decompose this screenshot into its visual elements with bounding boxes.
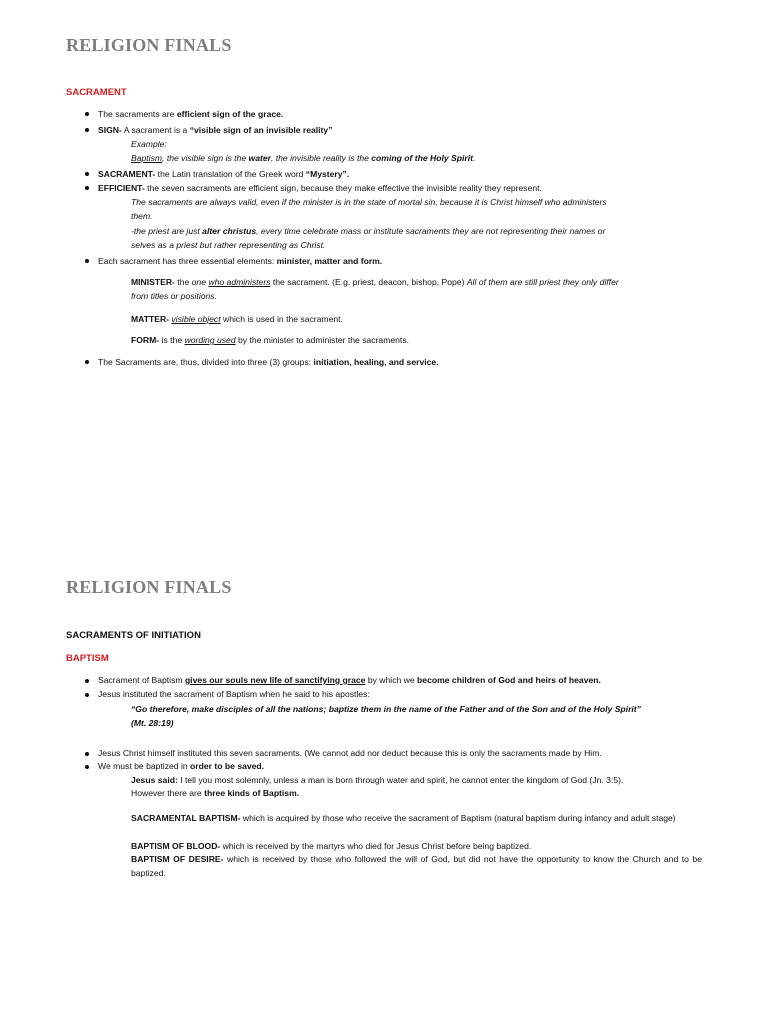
bullet-icon bbox=[85, 259, 89, 263]
bullet-icon bbox=[85, 765, 89, 769]
efficient-note-line: The sacraments are always valid, even if the minister is in the state of mortal sin, because it is Christ himself who administers bbox=[131, 197, 607, 207]
sacramental-baptism-definition: SACRAMENTAL BAPTISM- which is acquired by those who receive the sacrament of Baptism (natural baptism during infancy and adult stage) bbox=[131, 813, 676, 823]
scripture-quote: “Go therefore, make disciples of all the nations; baptize them in the name of the Father and of the Son and of the Holy Spirit” bbox=[131, 704, 641, 714]
sacrament-heading: SACRAMENT bbox=[66, 87, 127, 98]
list-item: EFFICIENT- the seven sacraments are efficient sign, because they make effective the invisible reality they represent. bbox=[98, 183, 542, 193]
example-label: Example: bbox=[131, 139, 167, 149]
bullet-icon bbox=[85, 112, 89, 116]
list-item: The sacraments are efficient sign of the grace. bbox=[98, 109, 284, 119]
page-section-2 bbox=[0, 540, 768, 1024]
list-item: We must be baptized in order to be saved. bbox=[98, 761, 265, 771]
bullet-icon bbox=[85, 186, 89, 190]
list-item: SIGN- A sacrament is a “visible sign of an invisible reality” bbox=[98, 125, 333, 135]
page-title: RELIGION FINALS bbox=[66, 577, 232, 597]
jesus-said: Jesus said: I tell you most solemnly, unless a man is born through water and spirit, he cannot enter the kingdom of God (Jn. 3:5). bbox=[131, 775, 624, 785]
bullet-icon bbox=[85, 679, 89, 683]
list-item: Jesus Christ himself instituted this seven sacraments. (We cannot add nor deduct because this is only the sacraments made by Him. bbox=[98, 748, 602, 758]
efficient-note-line: them. bbox=[131, 211, 153, 221]
list-item: Sacrament of Baptism gives our souls new life of sanctifying grace by which we become children of God and heirs of heaven. bbox=[98, 675, 601, 685]
page-title: RELIGION FINALS bbox=[66, 35, 232, 55]
efficient-note-line: selves as a priest but rather representing as Christ. bbox=[131, 240, 326, 250]
list-item: Each sacrament has three essential elements: minister, matter and form. bbox=[98, 256, 383, 266]
list-item: SACRAMENT- the Latin translation of the Greek word “Mystery”. bbox=[98, 169, 350, 179]
baptism-heading: BAPTISM bbox=[66, 653, 109, 664]
bullet-icon bbox=[85, 172, 89, 176]
form-definition: FORM- is the wording used by the minister to administer the sacraments. bbox=[131, 335, 410, 345]
minister-definition-line2: from titles or positions. bbox=[131, 291, 217, 301]
bullet-icon bbox=[85, 128, 89, 132]
baptism-kinds-intro: However there are three kinds of Baptism. bbox=[131, 788, 300, 798]
baptism-of-desire-definition: BAPTISM OF DESIRE- which is received by those who followed the will of God, but did not have the opportunity to know the Church and to be baptized. bbox=[131, 854, 702, 878]
minister-definition: MINISTER- the one who administers the sacrament. (E.g. priest, deacon, bishop, Pope) All of them are still priest they only differ bbox=[131, 277, 619, 287]
bullet-icon bbox=[85, 752, 89, 756]
scripture-reference: (Mt. 28:19) bbox=[131, 718, 174, 728]
matter-definition: MATTER- visible object which is used in the sacrament. bbox=[131, 314, 343, 324]
example-text: Baptism, the visible sign is the water, the invisible reality is the coming of the Holy Spirit. bbox=[131, 153, 476, 163]
bullet-icon bbox=[85, 360, 89, 364]
bullet-icon bbox=[85, 693, 89, 697]
initiation-heading: SACRAMENTS OF INITIATION bbox=[66, 630, 201, 641]
list-item: The Sacraments are, thus, divided into three (3) groups: initiation, healing, and service. bbox=[98, 357, 439, 367]
baptism-of-blood-definition: BAPTISM OF BLOOD- which is received by the martyrs who died for Jesus Christ before being baptized. bbox=[131, 841, 532, 851]
efficient-note-line: -the priest are just alter christus, every time celebrate mass or institute sacraments they are not representing their names or bbox=[131, 226, 606, 236]
list-item: Jesus instituted the sacrament of Baptism when he said to his apostles: bbox=[98, 689, 370, 699]
